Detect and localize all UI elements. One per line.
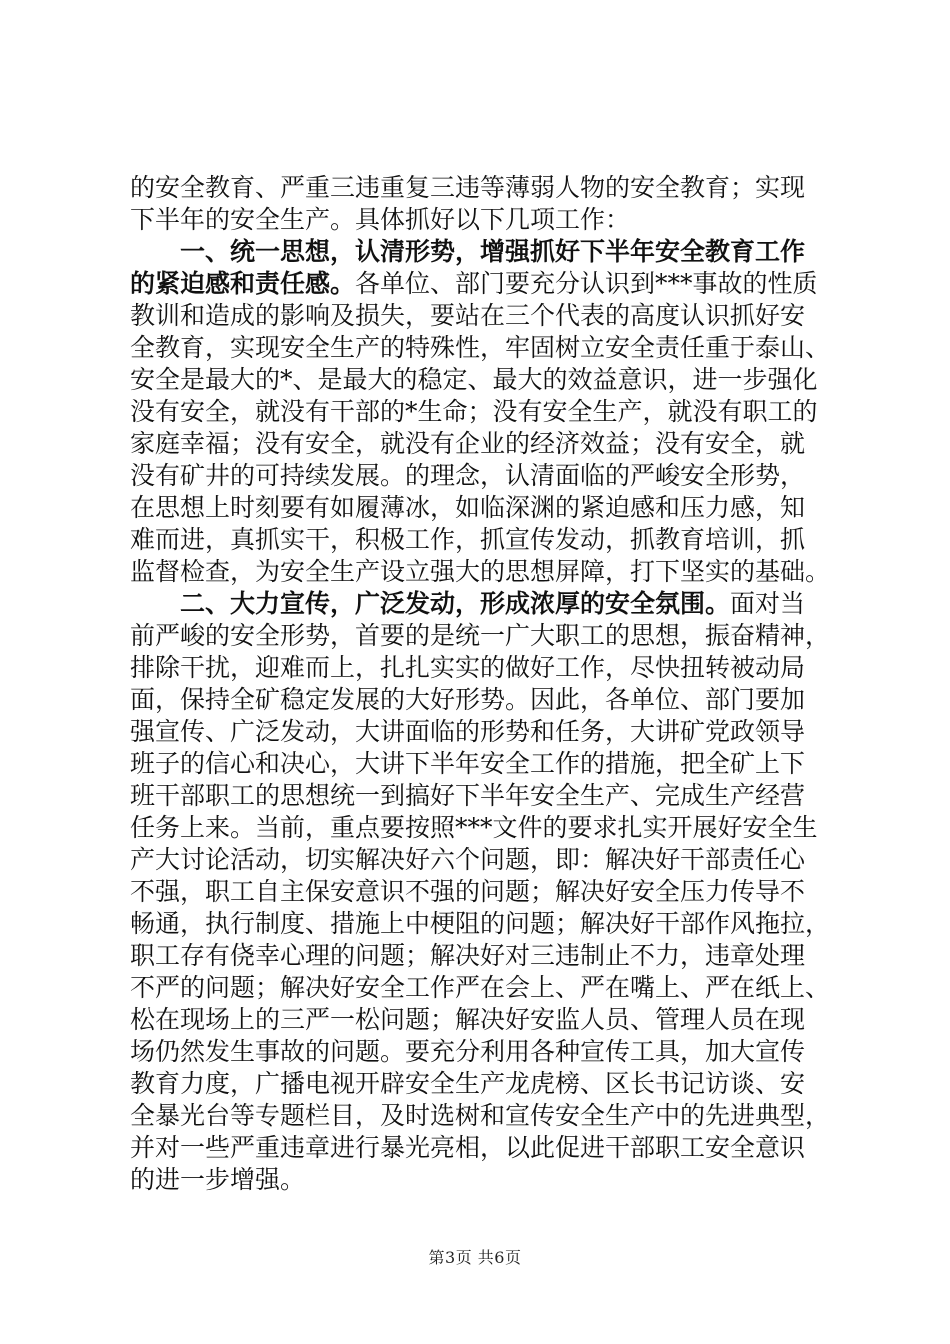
paragraph-text: 没有矿井的可持续发展。的理念，认清面临的严峻安全形势， — [130, 461, 806, 490]
paragraph-text: 产大讨论活动，切实解决好六个问题，即：解决好干部责任心 — [130, 845, 806, 874]
paragraph-text: 场仍然发生事故的问题。要充分利用各种宣传工具，加大宣传 — [130, 1037, 806, 1066]
paragraph-line — [130, 780, 830, 812]
paragraph-text: 强宣传、广泛发动，大讲面临的形势和任务，大讲矿党政领导 — [130, 717, 806, 746]
paragraph-text: 班干部职工的思想统一到搞好下半年安全生产、完成生产经营 — [130, 781, 806, 810]
paragraph-text: 的安全教育、严重三违重复三违等薄弱人物的安全教育；实现 — [130, 173, 806, 202]
paragraph-line — [130, 908, 830, 940]
paragraph-line — [130, 204, 830, 236]
paragraph-text: 教训和造成的影响及损失，要站在三个代表的高度认识抓好安 — [130, 301, 806, 330]
paragraph-line — [130, 1036, 830, 1068]
paragraph-text: 面，保持全矿稳定发展的大好形势。因此，各单位、部门要加 — [130, 685, 806, 714]
paragraph-line — [130, 300, 830, 332]
section-1-heading-continued: 的紧迫感和责任感。 — [130, 269, 356, 298]
paragraph-text: 不严的问题；解决好安全工作严在会上、严在嘴上、严在纸上、 — [130, 973, 830, 1002]
paragraph-line — [130, 652, 830, 684]
paragraph-text: 职工存有侥幸心理的问题；解决好对三违制止不力，违章处理 — [130, 941, 806, 970]
paragraph-text: 下半年的安全生产。具体抓好以下几项工作： — [130, 205, 631, 234]
paragraph-line — [130, 716, 830, 748]
paragraph-line — [130, 556, 830, 588]
paragraph-line — [130, 972, 830, 1004]
paragraph-text: 教育力度，广播电视开辟安全生产龙虎榜、区长书记访谈、安 — [130, 1069, 806, 1098]
paragraph-text: 班子的信心和决心，大讲下半年安全工作的措施，把全矿上下 — [130, 749, 806, 778]
paragraph-text: 排除干扰，迎难而上，扎扎实实的做好工作，尽快扭转被动局 — [130, 653, 806, 682]
page-footer — [0, 1248, 950, 1268]
paragraph-text: 难而进，真抓实干，积极工作，抓宣传发动，抓教育培训，抓 — [130, 525, 806, 554]
paragraph-line — [130, 1068, 830, 1100]
paragraph-line — [130, 172, 830, 204]
paragraph-line — [130, 428, 830, 460]
paragraph-line — [130, 364, 830, 396]
paragraph-text: 前严峻的安全形势，首要的是统一广大职工的思想，振奋精神， — [130, 621, 830, 650]
paragraph-text: 家庭幸福；没有安全，就没有企业的经济效益；没有安全，就 — [130, 429, 806, 458]
paragraph-text: 任务上来。当前，重点要按照***文件的要求扎实开展好安全生 — [130, 813, 818, 842]
paragraph-text: 没有安全，就没有干部的*生命；没有安全生产，就没有职工的 — [130, 397, 818, 426]
paragraph-text: 并对一些严重违章进行暴光亮相，以此促进干部职工安全意识 — [130, 1133, 806, 1162]
paragraph-text: 在思想上时刻要有如履薄冰，如临深渊的紧迫感和压力感，知 — [130, 493, 806, 522]
paragraph-text: 监督检查，为安全生产设立强大的思想屏障，打下坚实的基础。 — [130, 557, 830, 586]
paragraph-text: 不强，职工自主保安意识不强的问题；解决好安全压力传导不 — [130, 877, 806, 906]
paragraph-line — [130, 492, 830, 524]
paragraph-line — [130, 876, 830, 908]
paragraph-line — [130, 684, 830, 716]
page-number: 第3页 共6页 — [428, 1248, 522, 1267]
section-1-heading-line — [130, 236, 830, 268]
paragraph-line — [130, 812, 830, 844]
paragraph-line — [130, 620, 830, 652]
document-body — [130, 172, 830, 1196]
paragraph-text: 各单位、部门要充分认识到***事故的性质 — [355, 269, 818, 298]
paragraph-line — [130, 844, 830, 876]
paragraph-text: 面对当 — [730, 589, 806, 618]
paragraph-text: 畅通，执行制度、措施上中梗阻的问题；解决好干部作风拖拉， — [130, 909, 830, 938]
paragraph-text: 的进一步增强。 — [130, 1165, 306, 1194]
paragraph-line — [130, 1004, 830, 1036]
paragraph-text: 全暴光台等专题栏目，及时选树和宣传安全生产中的先进典型， — [130, 1101, 830, 1130]
section-1-heading-line-2 — [130, 268, 830, 300]
paragraph-line — [130, 748, 830, 780]
section-1-heading: 一、统一思想，认清形势，增强抓好下半年安全教育工作 — [180, 237, 806, 266]
paragraph-text: 安全是最大的*、是最大的稳定、最大的效益意识，进一步强化 — [130, 365, 818, 394]
paragraph-line — [130, 940, 830, 972]
paragraph-line — [130, 1100, 830, 1132]
section-2-heading: 二、大力宣传，广泛发动，形成浓厚的安全氛围。 — [180, 589, 731, 618]
paragraph-line — [130, 460, 830, 492]
paragraph-text: 全教育，实现安全生产的特殊性，牢固树立安全责任重于泰山、 — [130, 333, 830, 362]
paragraph-line — [130, 332, 830, 364]
paragraph-text: 松在现场上的三严一松问题；解决好安监人员、管理人员在现 — [130, 1005, 806, 1034]
section-2-heading-line — [130, 588, 830, 620]
paragraph-line — [130, 396, 830, 428]
paragraph-line — [130, 524, 830, 556]
paragraph-line — [130, 1164, 830, 1196]
paragraph-line — [130, 1132, 830, 1164]
